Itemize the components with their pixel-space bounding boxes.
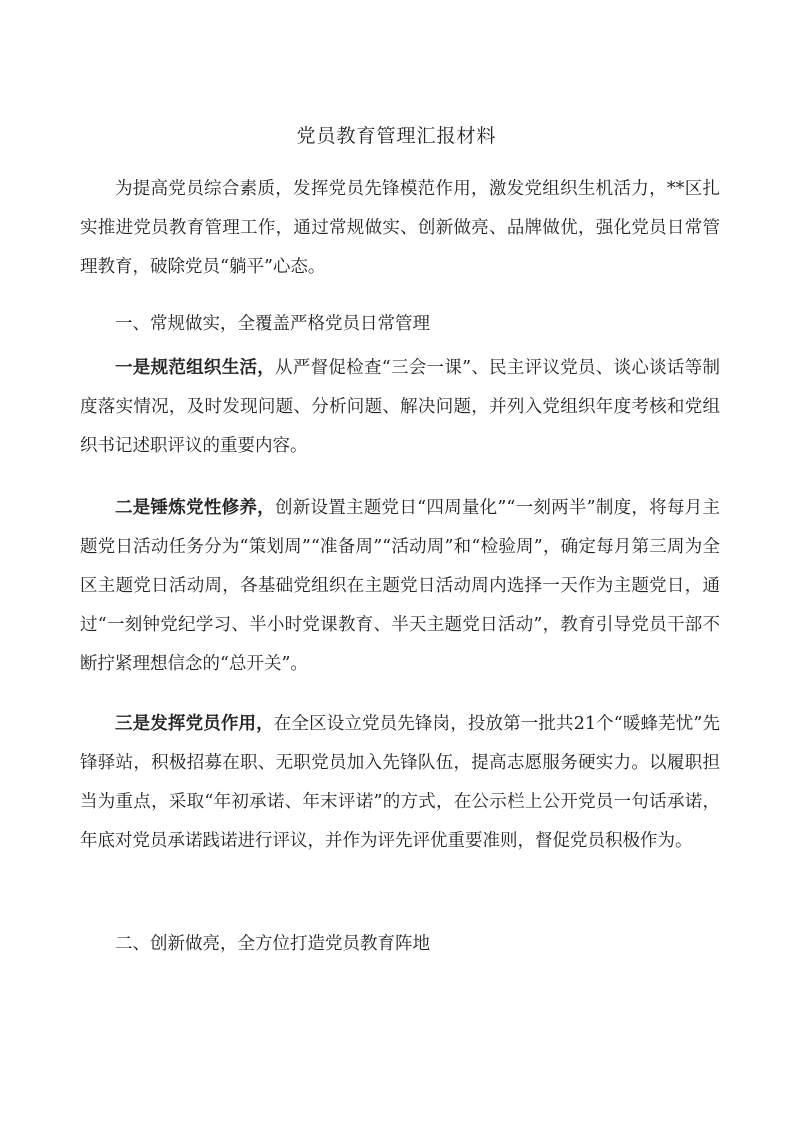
document-title: 党员教育管理汇报材料 [296,125,497,147]
section-1-item-2 [80,489,720,684]
item-3-lead: 三是发挥党员作用， [115,714,274,734]
section-1-heading: 一、常规做实，全覆盖严格党员日常管理 [115,314,430,334]
item-1-lead: 一是规范组织生活， [115,358,276,378]
section-1-item-1 [80,349,720,466]
item-2-text: 创新设置主题党日“四周量化”“一刻两半”制度，将每月主题党日活动任务分为“策划周”“准备周”“活动周”和“检验周”，确定每月第三周为全区主题党日活动周，各基础党组织在主题党日活动周内选择一天作为主题党日，通过“一刻钟党纪学习、半小时党课教育、半天主题党日活动”，教育引导党员干部不断拧紧理想信念的“总开关”。 [80,498,720,674]
section-2-heading: 二、创新做亮，全方位打造党员教育阵地 [115,934,430,954]
item-1-text: 从严督促检查“三会一课”、民主评议党员、谈心谈话等制度落实情况，及时发现问题、分析问题、解决问题，并列入党组织年度考核和党组织书记述职评议的重要内容。 [80,358,720,456]
item-2-lead: 二是锤炼党性修养， [115,498,275,518]
intro-paragraph: 为提高党员综合素质，发挥党员先锋模范作用，激发党组织生机活力，**区扎实推进党员教育管理工作，通过常规做实、创新做亮、品牌做优，强化党员日常管理教育，破除党员“躺平”心态。 [80,179,720,277]
item-3-text: 在全区设立党员先锋岗，投放第一批共21个“暖蜂芜忧”先锋驿站，积极招募在职、无职党员加入先锋队伍，提高志愿服务硬实力。以履职担当为重点，采取“年初承诺、年末评诺”的方式，在公示栏上公开党员一句话承诺，年底对党员承诺践诺进行评议，并作为评先评优重要准则，督促党员积极作为。 [80,714,720,851]
section-1-item-3 [80,705,720,861]
